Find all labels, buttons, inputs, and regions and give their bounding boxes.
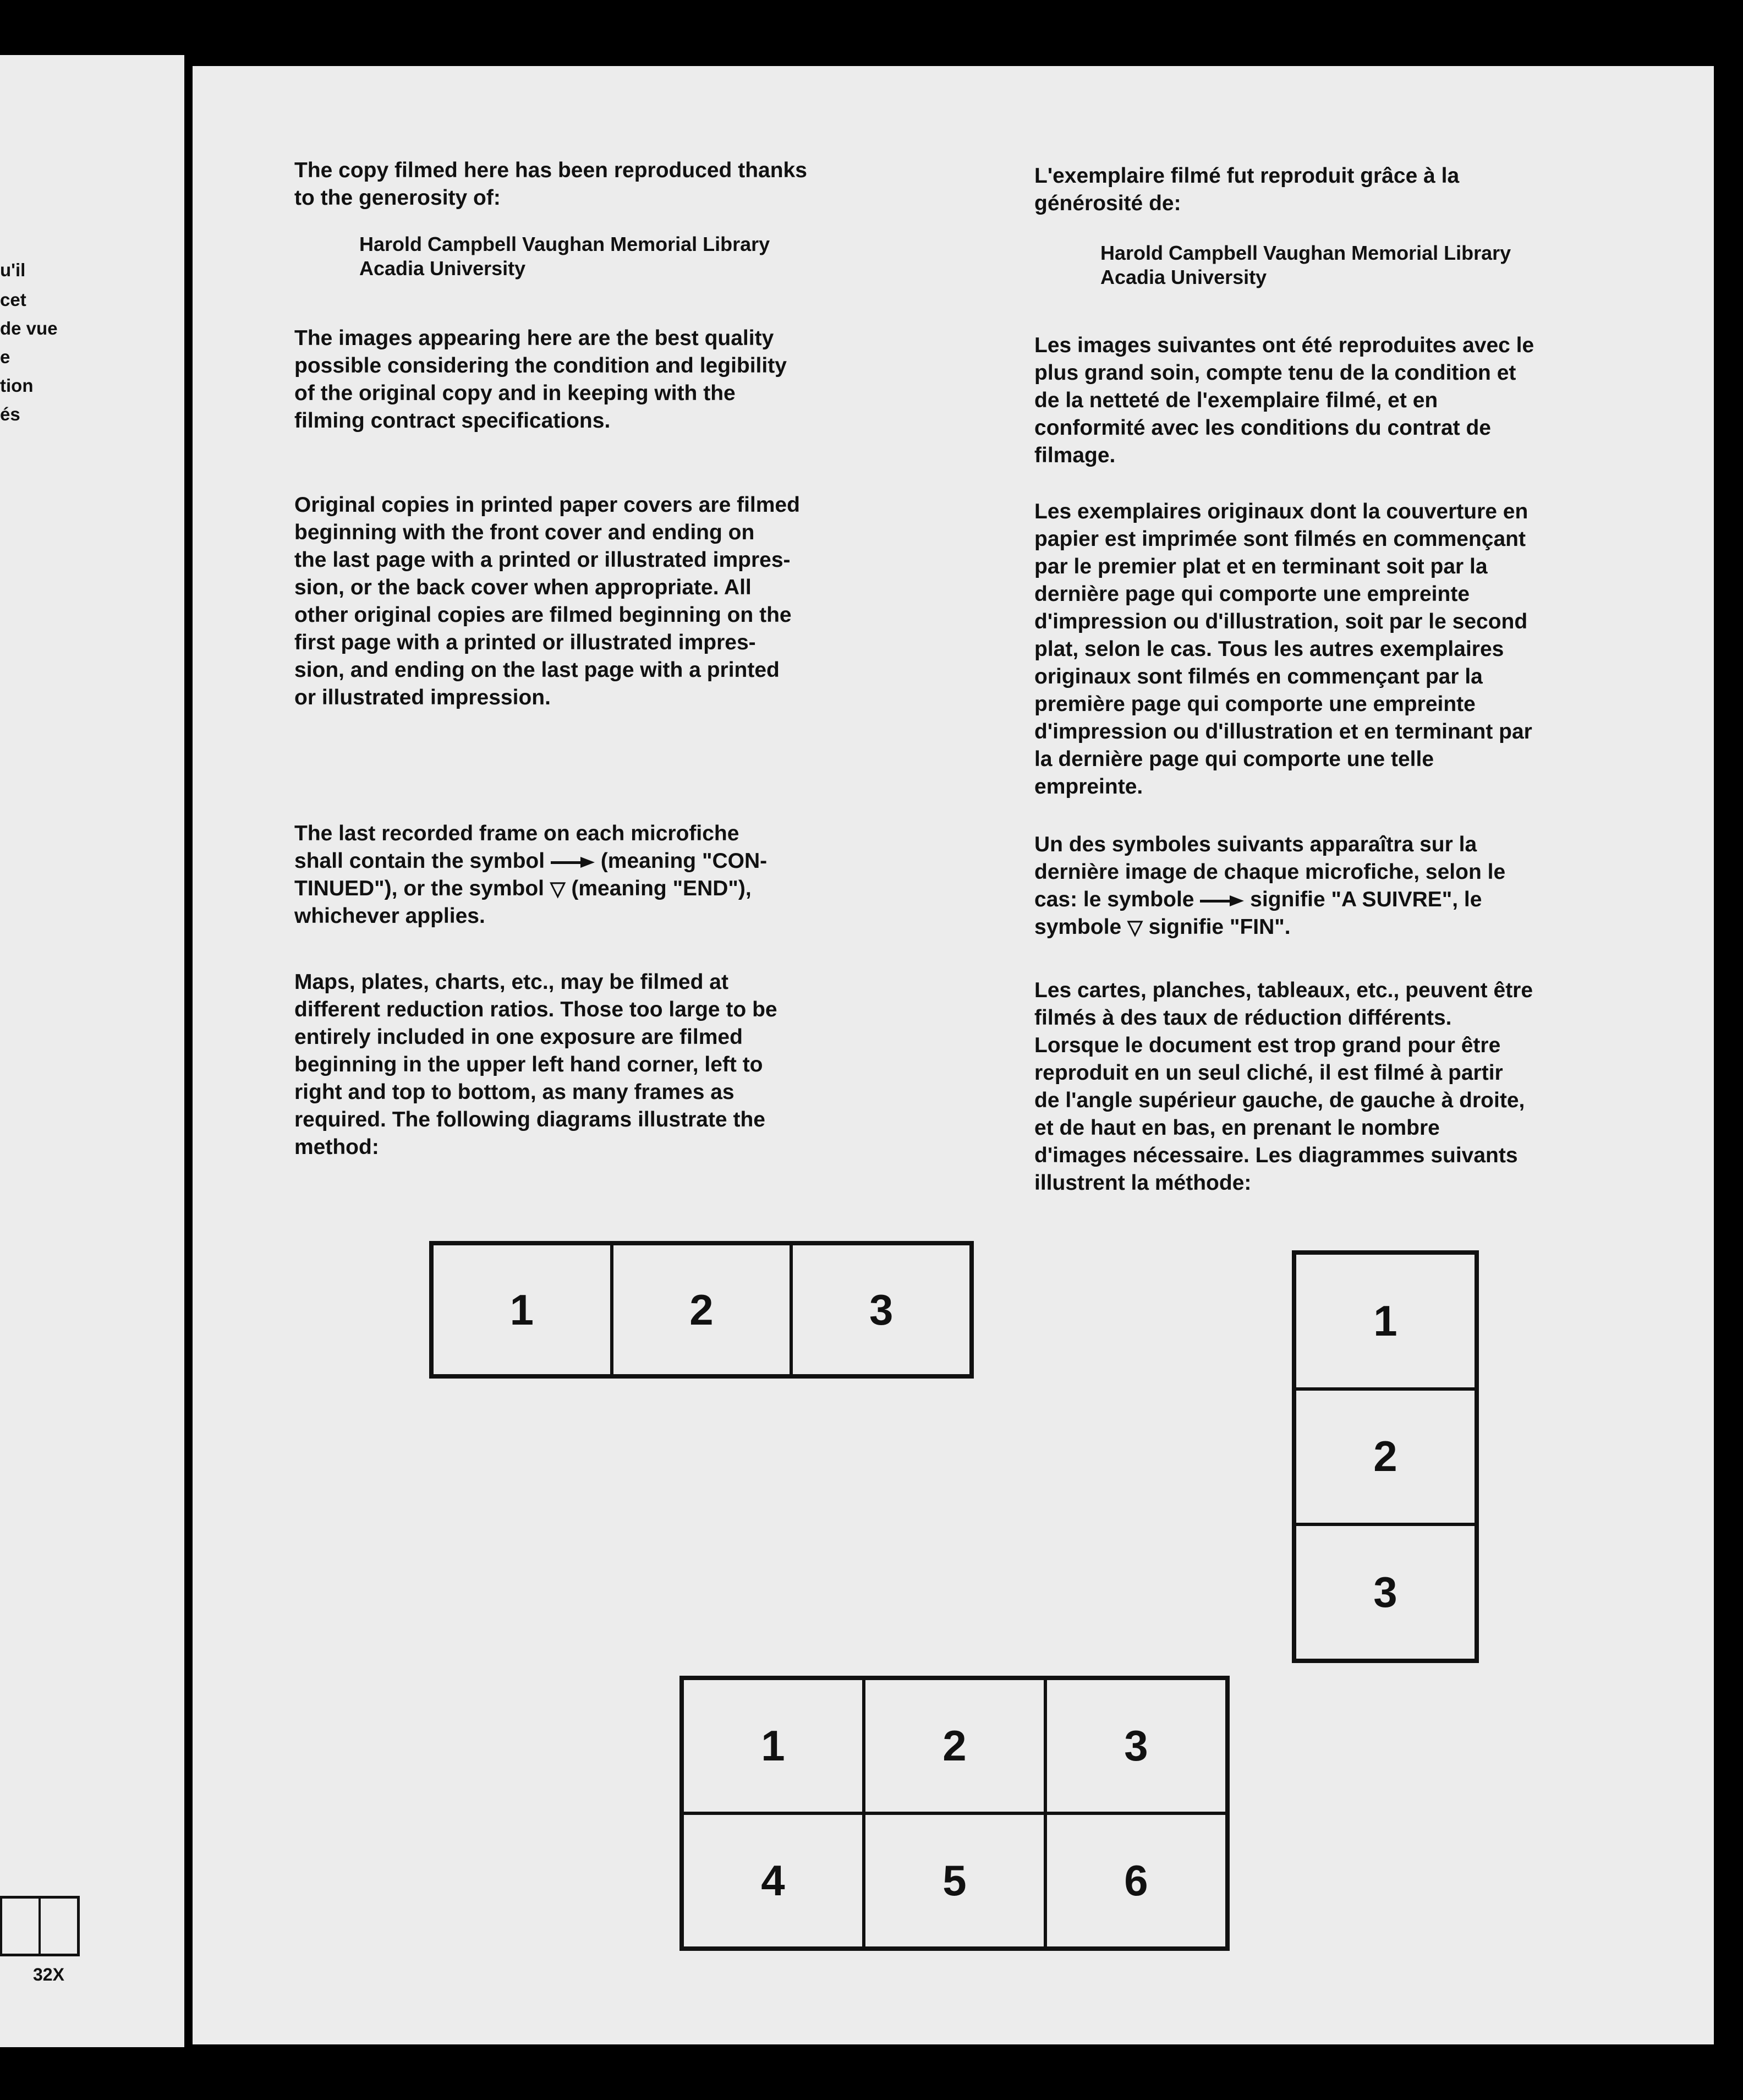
frame-cell: 2 [1295,1389,1476,1525]
frame-cell: 1 [432,1244,612,1376]
english-maps-paragraph: Maps, plates, charts, etc., may be filmed at different reduction ratios. Those too large to be entirely included in one exposure are filmed beginning in the upper left hand corner, left to right and top to bottom, as many frames as required. The following diagrams illustrate the method: [294,970,777,1159]
french-symbols-text-c: signifie "FIN". [1142,915,1291,939]
frame-cell: 2 [612,1244,792,1376]
french-quality-paragraph: Les images suivantes ont été reproduites avec le plus grand soin, compte tenu de la condition et de la netteté de l'exemplaire filmé, et en conformité avec les conditions du contrat de filmage. [1034,333,1534,467]
english-symbols-paragraph [294,820,767,930]
frame-cell: 4 [682,1813,864,1948]
frame-cell: 1 [1295,1253,1476,1389]
grid-frame-diagram [679,1676,1230,1951]
french-thanks-paragraph: L'exemplaire filmé fut reproduit grâce à la générosité de: [1034,164,1460,215]
vertical-frame-diagram [1292,1250,1479,1663]
frame-cell: 3 [1295,1524,1476,1660]
left-fragment-text: de vue [0,318,58,338]
left-fragment-text: és [0,404,20,424]
continued-arrow-icon [1200,897,1244,905]
end-triangle-icon: ▽ [550,877,566,900]
frame-cell: 6 [1045,1813,1227,1948]
french-symbols-text-b: signifie "A SUIVRE", le symbole [1034,888,1482,939]
english-symbols-text-c: (meaning "END"), whichever applies. [294,877,752,928]
english-symbols-text-b: (meaning "CON- TINUED"), or the symbol [294,849,768,900]
french-covers-paragraph: Les exemplaires originaux dont la couverture en papier est imprimée sont filmés en commençant par le premier plat et en terminant soit par la dernière page qui comporte une empreinte d'impression ou d'illustration, soit par le second plat, selon le cas. Tous les autres exemplaires originaux sont filmés en commençant par la première page qui comporte une empreinte d'impression ou d'illustration et en terminant par la dernière page qui comporte une telle empreinte. [1034,500,1532,799]
reduction-ratio-label: 32X [33,1965,64,1984]
frame-cell: 1 [682,1678,864,1813]
target-page [193,66,1714,2044]
left-page-fragment [0,55,184,2047]
french-symbols-text-a: Un des symboles suivants apparaîtra sur la dernière image de chaque microfiche, selon le cas: le symbole [1034,833,1506,911]
frame-cell: 3 [1045,1678,1227,1813]
left-fragment-text: tion [0,375,34,396]
french-symbols-paragraph [1034,831,1505,941]
left-fragment-text: e [0,347,10,367]
french-maps-paragraph: Les cartes, planches, tableaux, etc., peuvent être filmés à des taux de réduction différents. Lorsque le document est trop grand pour être reproduit en un seul cliché, il est filmé à partir de l'angle supérieur gauche, de gauche à droite, et de haut en bas, en prenant le nombre d'images nécessaire. Les diagrammes suivants illustrent la méthode: [1034,978,1533,1195]
english-symbols-text-a: The last recorded frame on each microfiche shall contain the symbol [294,822,739,873]
frame-cell: 2 [864,1678,1045,1813]
english-covers-paragraph: Original copies in printed paper covers are filmed beginning with the front cover and ending on the last page with a printed or illustrated impres- sion, or the back cover when appropriate. All other original copies are filmed beginning on the first page with a printed or illustrated impres- sion, and ending on the last page with a printed or illustrated impression. [294,493,800,709]
english-quality-paragraph: The images appearing here are the best quality possible considering the condition and legibility of the original copy and in keeping with the filming contract specifications. [294,326,787,433]
english-library-name: Harold Campbell Vaughan Memorial Library Acadia University [359,233,770,280]
continued-arrow-icon [551,858,595,866]
frame-cell: 5 [864,1813,1045,1948]
left-fragment-text: cet [0,289,26,310]
french-library-name: Harold Campbell Vaughan Memorial Library Acadia University [1100,242,1511,288]
frame-cell: 3 [791,1244,971,1376]
horizontal-frame-diagram [429,1241,974,1379]
left-reduction-box [0,1896,80,1956]
english-thanks-paragraph: The copy filmed here has been reproduced thanks to the generosity of: [294,158,807,210]
end-triangle-icon: ▽ [1127,916,1143,938]
left-fragment-text: u'il [0,260,26,280]
